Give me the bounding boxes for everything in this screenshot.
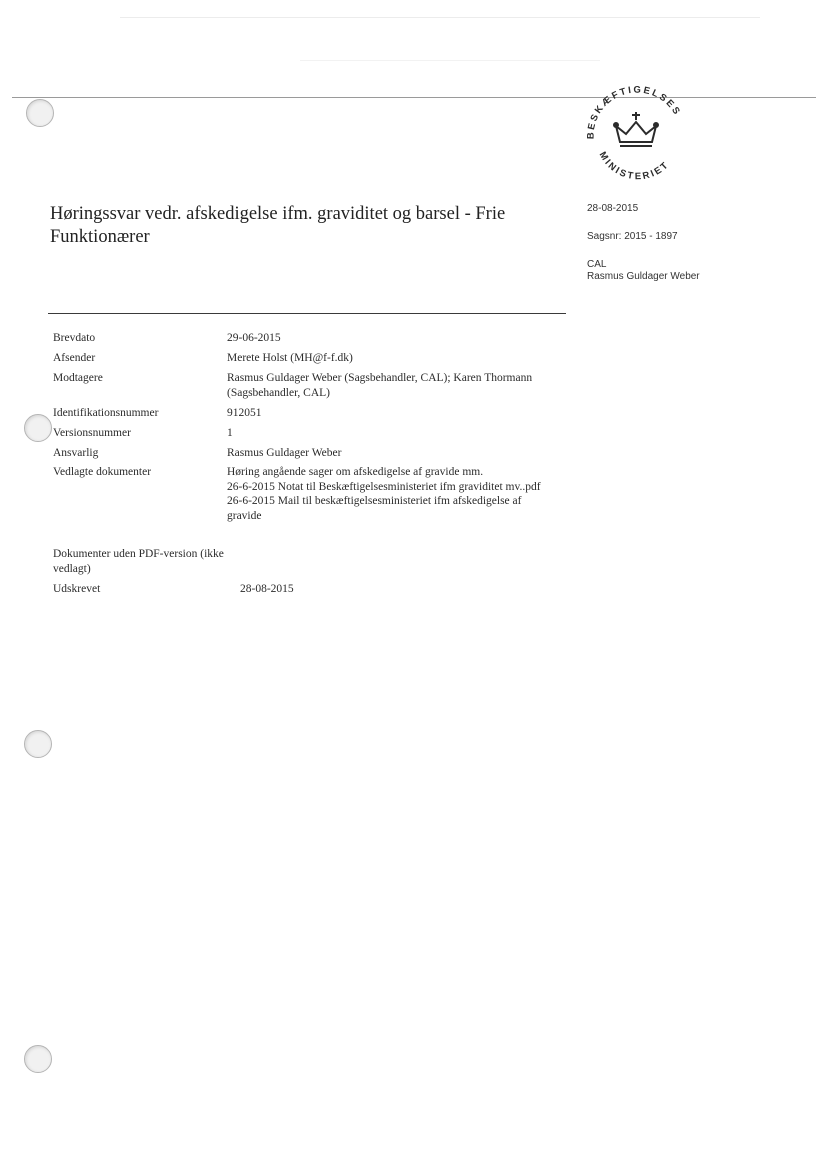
field-value: 912051 xyxy=(227,407,262,419)
scan-artifact xyxy=(300,60,600,61)
field-value: 1 xyxy=(227,427,233,439)
document-date: 28-08-2015 xyxy=(587,203,639,214)
field-label: Modtagere xyxy=(53,372,103,384)
field-value: Merete Holst (MH@f-f.dk) xyxy=(227,352,353,364)
field-value xyxy=(227,465,547,523)
field-label: Afsender xyxy=(53,352,96,364)
attachment-item: 26-6-2015 Notat til Beskæftigelsesministeriet ifm graviditet mv..pdf xyxy=(227,480,541,493)
field-label: Dokumenter uden PDF-version (ikke vedlagt) xyxy=(53,548,224,575)
attachment-item: 26-6-2015 Mail til beskæftigelsesministeriet ifm afskedigelse af gravide xyxy=(227,495,522,522)
case-number: Sagsnr: 2015 - 1897 xyxy=(587,231,678,242)
field-label: Vedlagte dokumenter xyxy=(53,466,152,478)
header-rule xyxy=(12,97,816,98)
svg-text:MINISTERIET: MINISTERIET xyxy=(596,150,672,183)
punch-hole xyxy=(26,99,54,127)
section-divider xyxy=(48,313,566,314)
scan-artifact xyxy=(120,17,760,18)
unit-code: CAL xyxy=(587,259,607,270)
punch-hole xyxy=(24,1045,52,1073)
field-label: Identifikationsnummer xyxy=(53,407,159,419)
field-value: 28-08-2015 xyxy=(240,583,294,595)
field-label: Versionsnummer xyxy=(53,427,131,439)
crown-icon xyxy=(614,112,658,146)
field-value: 29-06-2015 xyxy=(227,332,281,344)
owner-name: Rasmus Guldager Weber xyxy=(587,271,700,282)
field-label: Udskrevet xyxy=(53,583,101,595)
field-label: Ansvarlig xyxy=(53,447,99,459)
attachment-item: Høring angående sager om afskedigelse af gravide mm. xyxy=(227,466,484,478)
svg-text:BESKÆFTIGELSES: BESKÆFTIGELSES xyxy=(585,84,683,140)
punch-hole xyxy=(24,730,52,758)
ministry-seal-logo xyxy=(580,80,690,190)
field-value: Rasmus Guldager Weber xyxy=(227,447,342,459)
field-value: Rasmus Guldager Weber (Sagsbehandler, CAL); Karen Thormann (Sagsbehandler, CAL) xyxy=(227,372,533,399)
field-label: Brevdato xyxy=(53,332,96,344)
document-title: Høringssvar vedr. afskedigelse ifm. graviditet og barsel - Frie Funktionærer xyxy=(50,204,506,247)
punch-hole xyxy=(24,414,52,442)
